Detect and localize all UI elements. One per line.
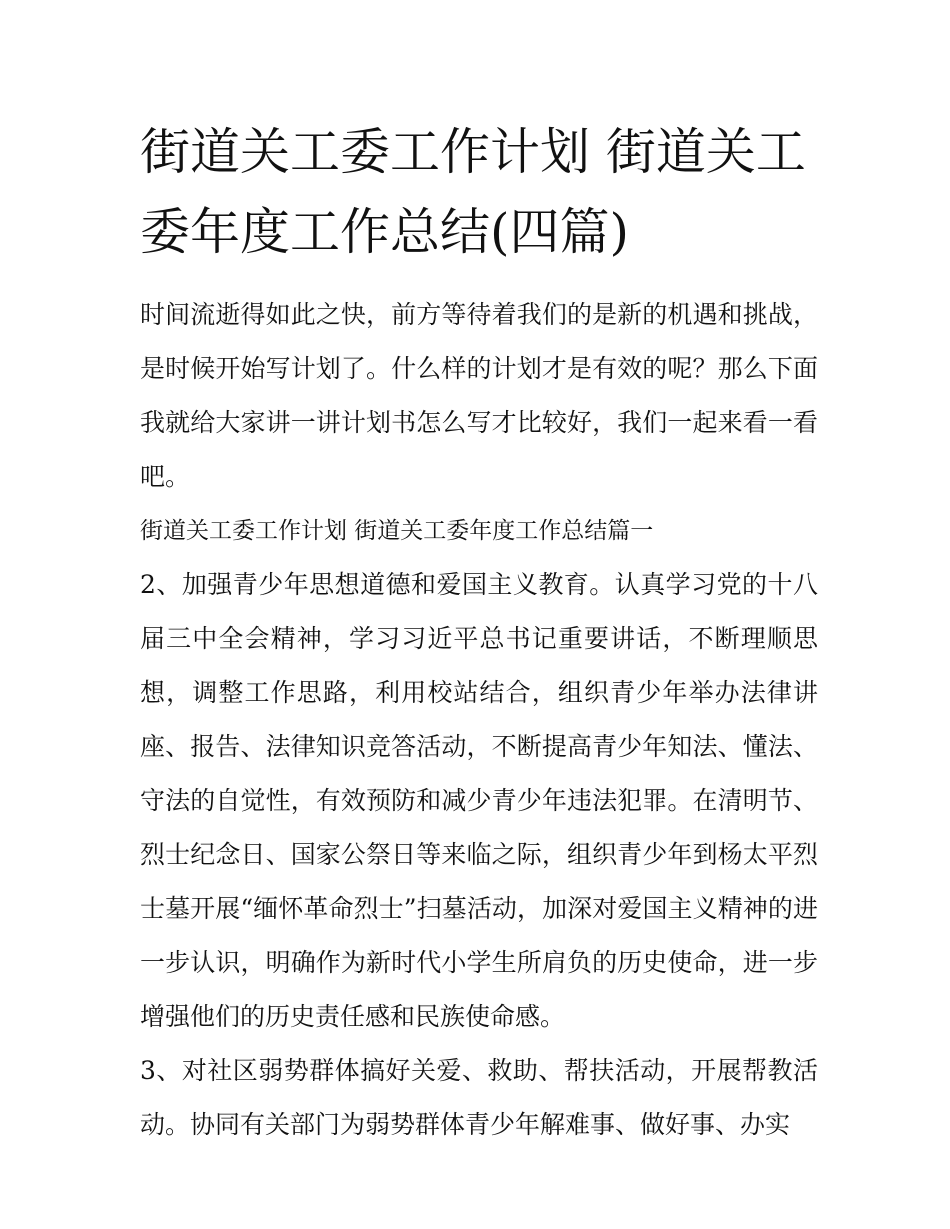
section-heading: 街道关工委工作计划 街道关工委年度工作总结篇一	[140, 518, 654, 544]
document-content	[140, 112, 818, 1152]
body-paragraph-2: 2、加强青少年思想道德和爱国主义教育。认真学习党的十八届三中全会精神，学习习近平总书记重要讲话，不断理顺思想，调整工作思路，利用校站结合，组织青少年举办法律讲座、报告、法律知识竞答活动，不断提高青少年知法、懂法、守法的自觉性，有效预防和减少青少年违法犯罪。在清明节、烈士纪念日、国家公祭日等来临之际，组织青少年到杨太平烈士墓开展“缅怀革命烈士”扫墓活动，加深对爱国主义精神的进一步认识，明确作为新时代小学生所肩负的历史使命，进一步增强他们的历史责任感和民族使命感。	[140, 570, 818, 1031]
document-title: 街道关工委工作计划 街道关工委年度工作总结(四篇)	[140, 123, 806, 261]
intro-paragraph: 时间流逝得如此之快，前方等待着我们的是新的机遇和挑战，是时候开始写计划了。什么样的计划才是有效的呢？那么下面我就给大家讲一讲计划书怎么写才比较好，我们一起来看一看吧。	[140, 300, 818, 491]
body-paragraph-3: 3、对社区弱势群体搞好关爱、救助、帮扶活动，开展帮教活动。协同有关部门为弱势群体青少年解难事、做好事、办实	[140, 1056, 818, 1139]
